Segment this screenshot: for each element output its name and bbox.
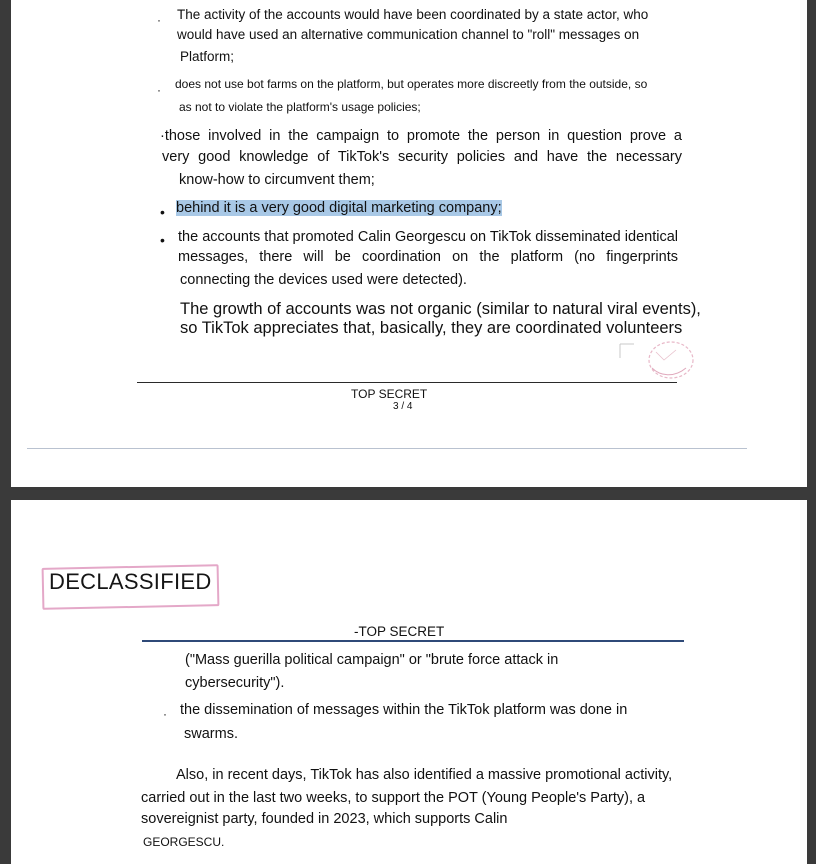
paragraph-line: The growth of accounts was not organic (similar to natural viral events), [180,300,701,318]
official-seal-icon [616,338,698,384]
header-classification: -TOP SECRET [354,624,445,639]
declassified-stamp: DECLASSIFIED [49,569,212,594]
text-line: know-how to circumvent them; [179,172,375,188]
scan-artifact [21,170,27,193]
footer-classification: TOP SECRET [351,387,428,401]
text-line: does not use bot farms on the platform, but operates more discreetly from the outside, so [175,77,648,91]
paragraph-line: GEORGESCU. [143,835,225,849]
text-line: ·those involved in the campaign to promote the person in question prove a [160,128,682,144]
text-line: Platform; [180,49,235,64]
highlighted-text: behind it is a very good digital marketing company; [176,200,502,216]
page-number: 3 / 4 [393,401,413,412]
text-line: the accounts that promoted Calin Georgescu on TikTok disseminated identical [178,229,678,245]
document-page-3 [11,0,807,487]
text-line: very good knowledge of TikTok's security policies and have the necessary [162,149,682,165]
text-line: the dissemination of messages within the TikTok platform was done in [180,702,628,718]
text-line: would have used an alternative communication channel to "roll" messages on [177,27,640,42]
text-line: swarms. [184,726,238,742]
text-line: cybersecurity"). [185,675,285,691]
paragraph-line: sovereignist party, founded in 2023, which supports Calin [141,811,508,827]
document-page-4 [11,500,807,864]
text-line: ("Mass guerilla political campaign" or "brute force attack in [185,652,559,668]
text-line: messages, there will be coordination on the platform (no fingerprints [178,249,678,265]
bullet-marker: • [160,232,165,248]
bullet-marker: · [157,83,161,97]
paragraph-line: carried out in the last two weeks, to support the POT (Young People's Party), a [141,790,646,806]
bullet-marker: • [160,204,165,220]
paragraph-line: Also, in recent days, TikTok has also identified a massive promotional activity, [176,767,673,783]
text-line: connecting the devices used were detected). [180,272,467,288]
scan-edge-line [27,448,747,449]
bullet-marker: · [157,13,161,27]
text-line: as not to violate the platform's usage policies; [179,100,421,114]
paragraph-line: so TikTok appreciates that, basically, they are coordinated volunteers [180,319,683,337]
bullet-marker: · [163,707,167,721]
footer-divider [137,382,677,383]
text-line: The activity of the accounts would have been coordinated by a state actor, who [177,7,649,22]
header-divider [142,640,684,642]
